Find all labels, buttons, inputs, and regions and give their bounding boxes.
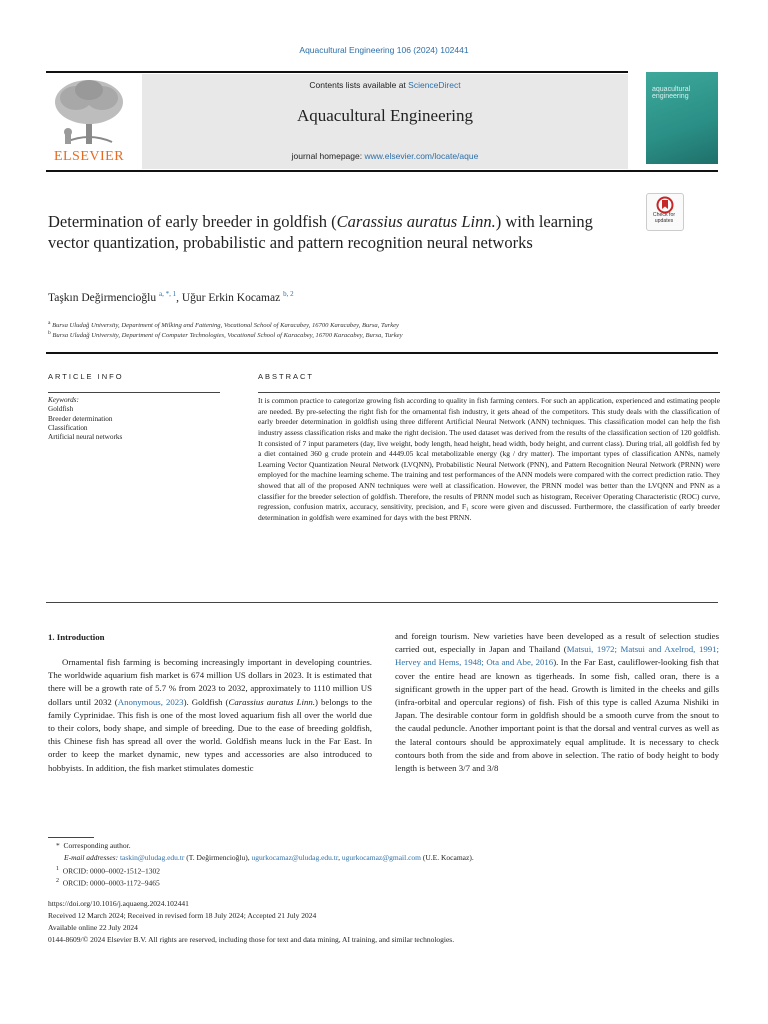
footnote-rule xyxy=(48,837,94,838)
available-online: Available online 22 July 2024 xyxy=(48,923,138,932)
abstract-text: It is common practice to categorize growing fish according to quality in fish farming centers. For such an application, experienced and estimating people are needed. By pre-selecting the right fish for the ornamental fish industry, it gets ahead of the competitors. This study deals with the classification of early breeder determination in goldfish using three different Artificial Neural Network (ANN) techniques. This classification model can help the fish industry assess classification risks and make the right decision. The used dataset was derived from the results of the classification section of 120 goldfish. It consisted of 7 input parameters (day, live weight, body length, head height, head width, body height, and current class). During trial, all goldfish fed by a diet contained 360 g crude protein and 4449.05 kcal metabolizable energy (kg / dry matter). The important types of classification ANNs, namely Learning Vector Quantization Neural Network (LVQNN), Probabilistic Neural Network (PNN), and Pattern Recognition Neural Network (PRNN) were employed for the machine learning scheme. The training and test performances of the ANN models were compared with the correct prediction ratio. They showed that all of the proposed ANN techniques were well at classification. However, the PRNN model was better than the LVQNN and PNN as a classifier for the breeder selection of goldfish. Therefore, the results of PRNN model such as histogram, Receiver Operating Characteristic (ROC) curve, regression, confusion matrix, accuracy, sensitivity, precision, and F₁ score were given and discussed. Furthermore, the classification of early breeder determination in goldfish were examined for days with the best PRNN. xyxy=(258,396,720,523)
header-top-rule xyxy=(46,71,628,73)
sciencedirect-link[interactable]: ScienceDirect xyxy=(408,80,461,90)
homepage-line: journal homepage: www.elsevier.com/locate/aque xyxy=(291,151,479,161)
keywords-block xyxy=(48,396,228,443)
affiliation-b: $^b$ Bursa Uludağ University, Department of Computer Technologies, Vocational School of Karacabey, 16700 Karacabey, Bursa, Turkey xyxy=(48,330,403,340)
article-title: Determination of early breeder in goldfish (Carassius auratus Linn.) with learning vector quantization, probabilistic and pattern recognition neural networks xyxy=(48,212,593,253)
keyword: Goldfish xyxy=(48,405,74,414)
received-dates: Received 12 March 2024; Received in revised form 18 July 2024; Accepted 21 July 2024 xyxy=(48,911,317,920)
author-list: Taşkın Değirmencioğlu $^{a, *, 1}$, Uğur Erkin Kocamaz $^{b, 2}$ xyxy=(48,290,294,304)
keyword: Classification xyxy=(48,424,88,433)
article-info-heading: ARTICLE INFO xyxy=(48,372,124,381)
intro-right-column: and foreign tourism. New varieties have been developed as a result of selection studies carried out, especially in Japan and Thailand (Matsui, 1972; Matsui and Axelrod, 1991; Hervey and Hems, 1948; Ota and Abe, 2016). In the Far East, cauliflower-looking fish that cover the entire head are known as tigerheads. In some fish, called oran, there is a significant growth in the upper part of the head. Growth is limited in the cheeks and gills (infra-orbital and opercular regions) of fish. Fish of this type is called Azuma Nishiki in Japan. The desirable contour form in goldfish should be a smooth curve from the snout to the caudal peduncle. Another important point is that the dorsal and ventral curves as well as the lateral contours should be approximately equal amplitude. It is necessary to check contours both from the side and from above in selection. The ratio of body height to body length is between 3/7 and 3/8 xyxy=(395,631,719,773)
publisher-wordmark: ELSEVIER xyxy=(53,149,125,164)
citation-link[interactable]: Matsui, 1972; Matsui and Axelrod, 1991; Hervey and Hems, 1948; Ota and Abe, 2016 xyxy=(395,644,719,668)
citation-link[interactable]: Anonymous, 2023 xyxy=(117,696,184,707)
keywords-label: Keywords: xyxy=(48,396,79,404)
affiliation-rule xyxy=(46,352,718,354)
header-bottom-rule xyxy=(46,170,718,172)
bookmark-icon xyxy=(647,194,683,214)
keyword: Breeder determination xyxy=(48,414,113,423)
footnote-corresponding: * Corresponding author. xyxy=(56,841,131,850)
doi-link[interactable]: https://doi.org/10.1016/j.aquaeng.2024.102441 xyxy=(48,899,189,908)
email-link[interactable]: taskin@uludag.edu.tr xyxy=(119,853,185,862)
contents-line: Contents lists available at ScienceDirect xyxy=(309,80,461,90)
copyright-notice: 0144-8609/© 2024 Elsevier B.V. All rights are reserved, including those for text and data mining, AI training, and similar technologies. xyxy=(48,935,455,944)
footnote-emails: E-mail addresses: taskin@uludag.edu.tr (T. Değirmencioğlu), ugurkocamaz@uludag.edu.tr, ugurkocamaz@gmail.com (U.E. Kocamaz). xyxy=(64,853,474,862)
article-info-rule xyxy=(48,392,220,393)
abstract-heading: ABSTRACT xyxy=(258,372,315,381)
check-for-updates-label: Check for updates xyxy=(652,212,676,224)
abstract-bottom-rule xyxy=(46,602,718,603)
journal-name: Aquacultural Engineering xyxy=(296,106,474,125)
affiliation-a: $^a$ Bursa Uludağ University, Department of Milking and Fattening, Vocational School of Karacabey, 16700 Karacabey, Bursa, Turkey xyxy=(48,320,399,330)
author-affiliation-marker[interactable]: b, 2 xyxy=(283,290,294,298)
journal-citation[interactable]: Aquacultural Engineering 106 (2024) 102441 xyxy=(299,45,469,55)
email-link[interactable]: ugurkocamaz@uludag.edu.tr xyxy=(251,853,339,862)
footnote-orcid-1: $^1$ ORCID: 0000–0002-1512–1302 xyxy=(56,866,161,876)
cover-title: aquacultural engineering xyxy=(652,86,691,101)
homepage-link[interactable]: www.elsevier.com/locate/aque xyxy=(364,151,479,161)
footnote-orcid-2: $^2$ ORCID: 0000–0003-1172–9465 xyxy=(56,878,160,888)
section-heading-introduction: 1. Introduction xyxy=(48,632,105,642)
keyword: Artificial neural networks xyxy=(48,433,123,442)
author-name: Taşkın Değirmencioğlu xyxy=(48,291,157,304)
email-link[interactable]: ugurkocamaz@gmail.com xyxy=(341,853,422,862)
intro-left-column: Ornamental fish farming is becoming increasingly important in developing countries. The worldwide aquarium fish market is 674 million US dollars in 2023. It is estimated that there will be a growth rate of 5.7 % from 2023 to 2032, approximately to 1110 million US dollars until 2032 (Anonymous, 2023). Goldfish (Carassius auratus Linn.) belongs to the family Cyprinidae. This fish is one of the most loved aquarium fish all over the world due to their colors, body shape, and simple of breeding. Due to the ease of breeding goldfish, this Chinese fish has spread all over the world. Goldfish means luck in the Far East. In order to keep the market dynamic, new types and accessories are also introduced to hobbyists. In addition, the fish market stimulates domestic xyxy=(48,657,372,773)
author-name: Uğur Erkin Kocamaz xyxy=(181,291,281,304)
abstract-rule xyxy=(258,392,720,393)
author-affiliation-marker[interactable]: a, *, 1 xyxy=(158,290,177,298)
